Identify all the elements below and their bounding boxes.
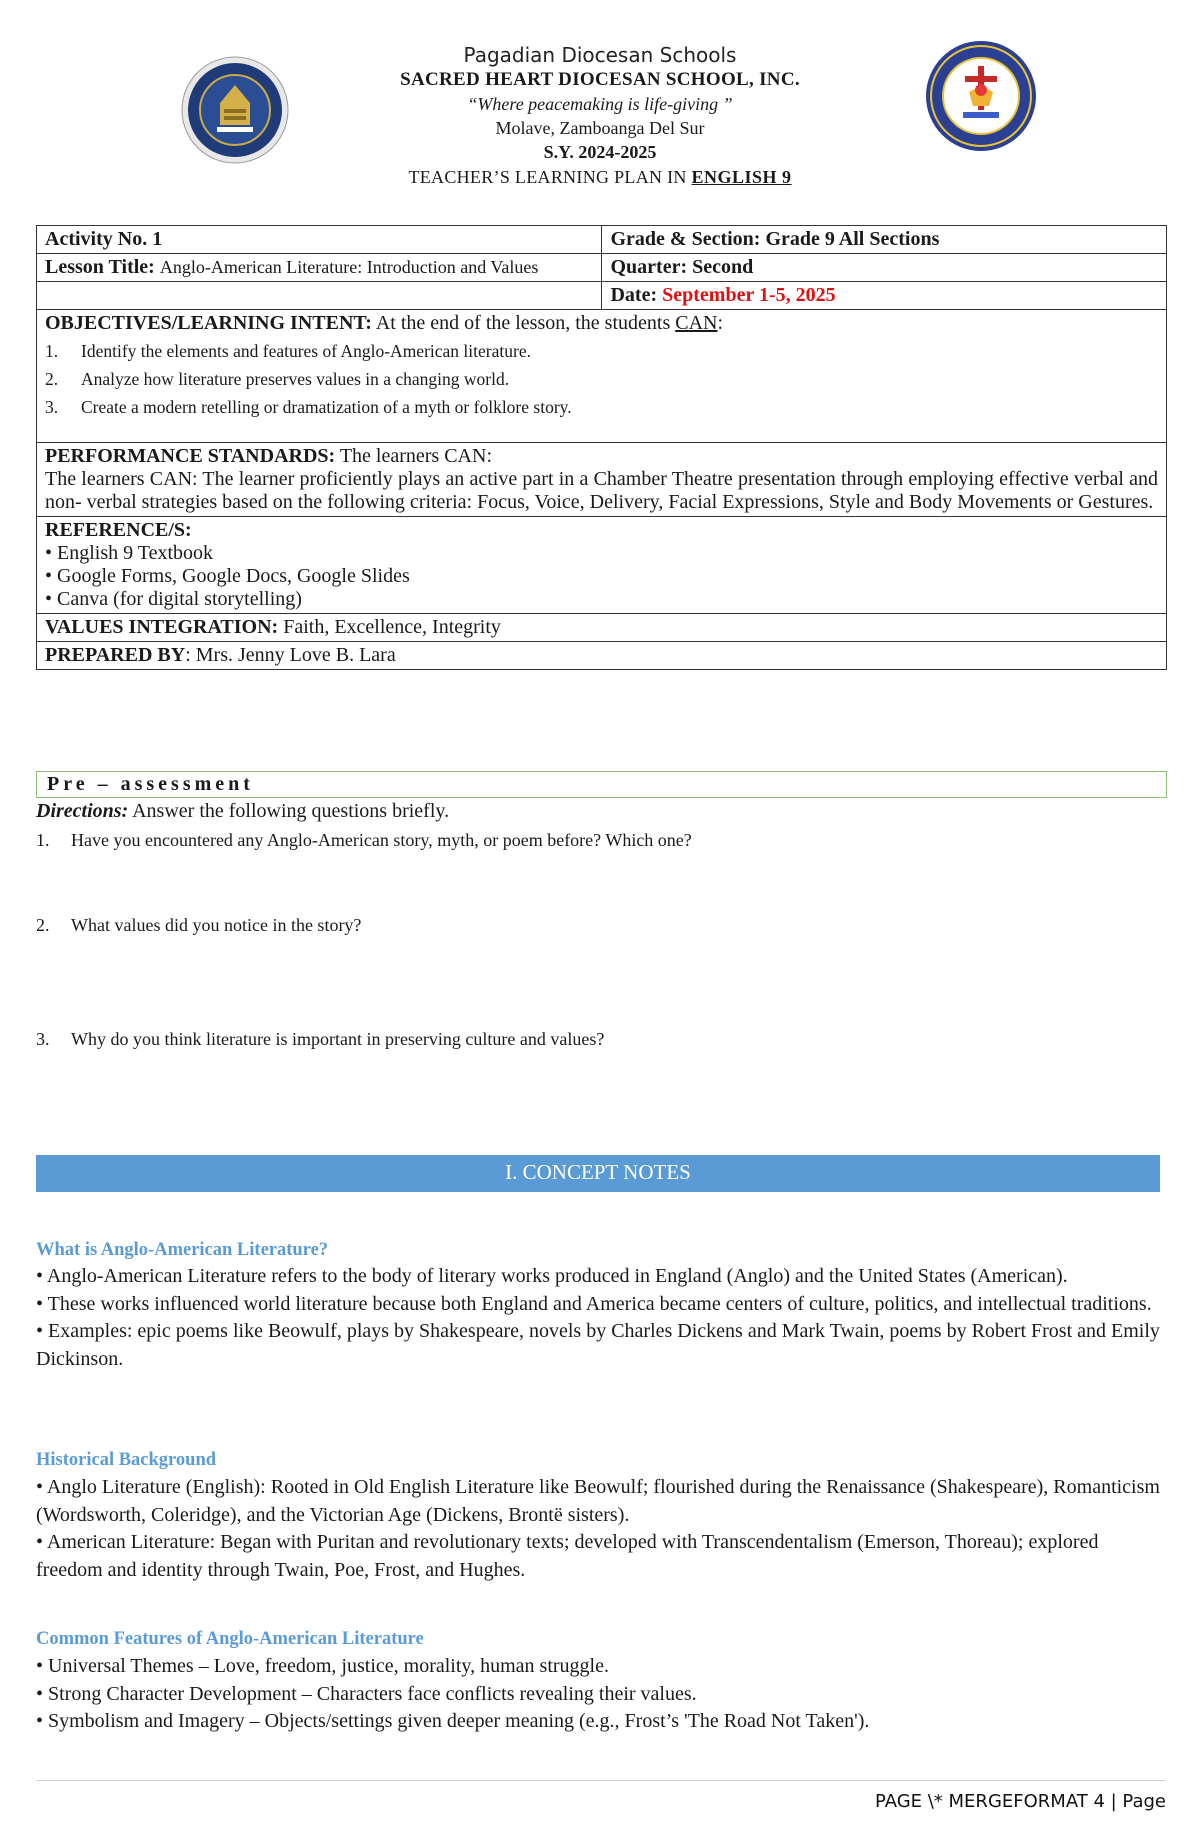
common-features-heading: Common Features of Anglo-American Literature bbox=[36, 1629, 424, 1649]
reference-item: • Canva (for digital storytelling) bbox=[45, 588, 302, 610]
school-network: Pagadian Diocesan Schools bbox=[463, 43, 737, 67]
quarter-label: Quarter: bbox=[610, 256, 688, 278]
historical-background-heading: Historical Background bbox=[36, 1450, 217, 1470]
objectives-intro: At the end of the lesson, the students bbox=[375, 312, 671, 334]
what-is-heading: What is Anglo-American Literature? bbox=[36, 1240, 329, 1260]
performance-label: PERFORMANCE STANDARDS: bbox=[45, 445, 336, 467]
values-cell bbox=[37, 614, 1167, 642]
school-location: Molave, Zamboanga Del Sur bbox=[495, 118, 705, 138]
school-seal-logo bbox=[180, 55, 290, 165]
question-item: 2. What values did you notice in the story? bbox=[36, 915, 362, 935]
date-cell bbox=[602, 282, 1167, 310]
objectives-label: OBJECTIVES/LEARNING INTENT: bbox=[45, 312, 372, 334]
preassessment-title: Pre – assessment bbox=[47, 773, 254, 795]
school-year: S.Y. 2024-2025 bbox=[543, 142, 657, 162]
activity-number: Activity No. 1 bbox=[45, 228, 163, 250]
lesson-info-table bbox=[36, 225, 1167, 670]
bullet-line: • Universal Themes – Love, freedom, justice, morality, human struggle. bbox=[36, 1655, 609, 1677]
plan-title bbox=[300, 164, 900, 190]
question-item: 3. Why do you think literature is important in preserving culture and values? bbox=[36, 1029, 605, 1049]
quarter-cell bbox=[602, 254, 1167, 282]
plan-prefix: TEACHER’S LEARNING PLAN IN bbox=[408, 167, 692, 187]
prepared-label: PREPARED BY bbox=[45, 644, 186, 666]
page-footer: PAGE \* MERGEFORMAT 4 | Page bbox=[875, 1791, 1166, 1812]
values-label: VALUES INTEGRATION: bbox=[45, 616, 279, 638]
plan-subject: ENGLISH 9 bbox=[691, 167, 792, 187]
references-cell bbox=[37, 517, 1167, 614]
objectives-list bbox=[45, 337, 1158, 421]
school-header bbox=[300, 42, 900, 190]
lesson-title-cell bbox=[37, 254, 602, 282]
directions bbox=[36, 799, 449, 823]
bullet-line: • These works influenced world literature because both England and America became centers of culture, politics, and intellectual traditions. bbox=[36, 1292, 1152, 1315]
bullet-line: • Anglo-American Literature refers to the body of literary works produced in England (Anglo) and the United States (American). bbox=[36, 1265, 1068, 1287]
reference-item: • Google Forms, Google Docs, Google Slides bbox=[45, 565, 410, 587]
empty-cell bbox=[37, 282, 602, 310]
performance-heading bbox=[45, 445, 1158, 468]
bullet-line: • Examples: epic poems like Beowulf, plays by Shakespeare, novels by Charles Dickens and Mark Twain, poems by Robert Frost and Emily Dickinson. bbox=[36, 1320, 1160, 1370]
lesson-title-value: Anglo-American Literature: Introduction and Values bbox=[159, 257, 539, 277]
question-text: Why do you think literature is important in preserving culture and values? bbox=[71, 1029, 605, 1049]
date-label: Date: bbox=[610, 284, 658, 306]
historical-background-paragraph bbox=[36, 1474, 1166, 1584]
date-value: September 1-5, 2025 bbox=[662, 284, 836, 306]
diocesan-school-seal-logo bbox=[925, 40, 1037, 152]
reference-item: • English 9 Textbook bbox=[45, 542, 214, 564]
preassessment-title-box bbox=[36, 771, 1167, 798]
question-item: 1. Have you encountered any Anglo-American story, myth, or poem before? Which one? bbox=[36, 830, 692, 850]
question-text: What values did you notice in the story? bbox=[71, 915, 362, 935]
bullet-line: • Strong Character Development – Characters face conflicts revealing their values. bbox=[36, 1682, 697, 1705]
common-features-paragraph bbox=[36, 1653, 1166, 1736]
performance-intro: The learners CAN: bbox=[339, 445, 492, 467]
objective-item: 3. Create a modern retelling or dramatization of a myth or folklore story. bbox=[45, 397, 572, 417]
activity-cell bbox=[37, 226, 602, 254]
footer-divider bbox=[36, 1780, 1166, 1781]
bullet-line: • American Literature: Began with Puritan and revolutionary texts; developed with Transcendentalism (Emerson, Thoreau); explored freedom and identity through Twain, Poe, Frost, and Hughes. bbox=[36, 1531, 1099, 1581]
prepared-cell bbox=[37, 642, 1167, 670]
performance-cell bbox=[37, 443, 1167, 517]
lesson-title-label: Lesson Title: bbox=[45, 256, 155, 278]
objectives-heading: OBJECTIVES/LEARNING INTENT: At the end of the lesson, the students CAN: bbox=[45, 312, 724, 334]
performance-text: The learners CAN: The learner proficiently plays an active part in a Chamber Theatre presentation through employing effective verbal and non- verbal strategies based on the following criteria: Focus, Voice, Delivery, Facial Expressions, Style and Body Movements or Gestures. bbox=[45, 468, 1158, 513]
school-motto: “Where peacemaking is life-giving ” bbox=[467, 94, 733, 114]
directions-text: Answer the following questions briefly. bbox=[128, 800, 450, 822]
school-name: SACRED HEART DIOCESAN SCHOOL, INC. bbox=[400, 69, 800, 90]
question-text: Have you encountered any Anglo-American story, myth, or poem before? Which one? bbox=[71, 830, 692, 850]
objective-item: 1. Identify the elements and features of Anglo-American literature. bbox=[45, 341, 531, 361]
prepared-value: : Mrs. Jenny Love B. Lara bbox=[185, 644, 396, 666]
bullet-line: • Symbolism and Imagery – Objects/settings given deeper meaning (e.g., Frost’s 'The Road Not Taken'). bbox=[36, 1710, 870, 1732]
bullet-line: • Anglo Literature (English): Rooted in Old English Literature like Beowulf; flourished during the Renaissance (Shakespeare), Romanticism (Wordsworth, Coleridge), and the Victorian Age (Dickens, Brontë sisters). bbox=[36, 1476, 1160, 1526]
what-is-paragraph bbox=[36, 1263, 1166, 1373]
values-value: Faith, Excellence, Integrity bbox=[283, 616, 501, 638]
concept-notes-banner: I. CONCEPT NOTES bbox=[36, 1155, 1160, 1192]
grade-label: Grade & Section: bbox=[610, 228, 761, 250]
grade-cell bbox=[602, 226, 1167, 254]
quarter-value: Second bbox=[692, 256, 754, 278]
objectives-cell bbox=[37, 310, 1167, 443]
references-label: REFERENCE/S: bbox=[45, 519, 192, 541]
directions-label: Directions: bbox=[36, 800, 129, 822]
objectives-can: CAN bbox=[675, 312, 718, 334]
objective-item: 2. Analyze how literature preserves values in a changing world. bbox=[45, 369, 510, 389]
grade-value: Grade 9 All Sections bbox=[765, 228, 940, 250]
